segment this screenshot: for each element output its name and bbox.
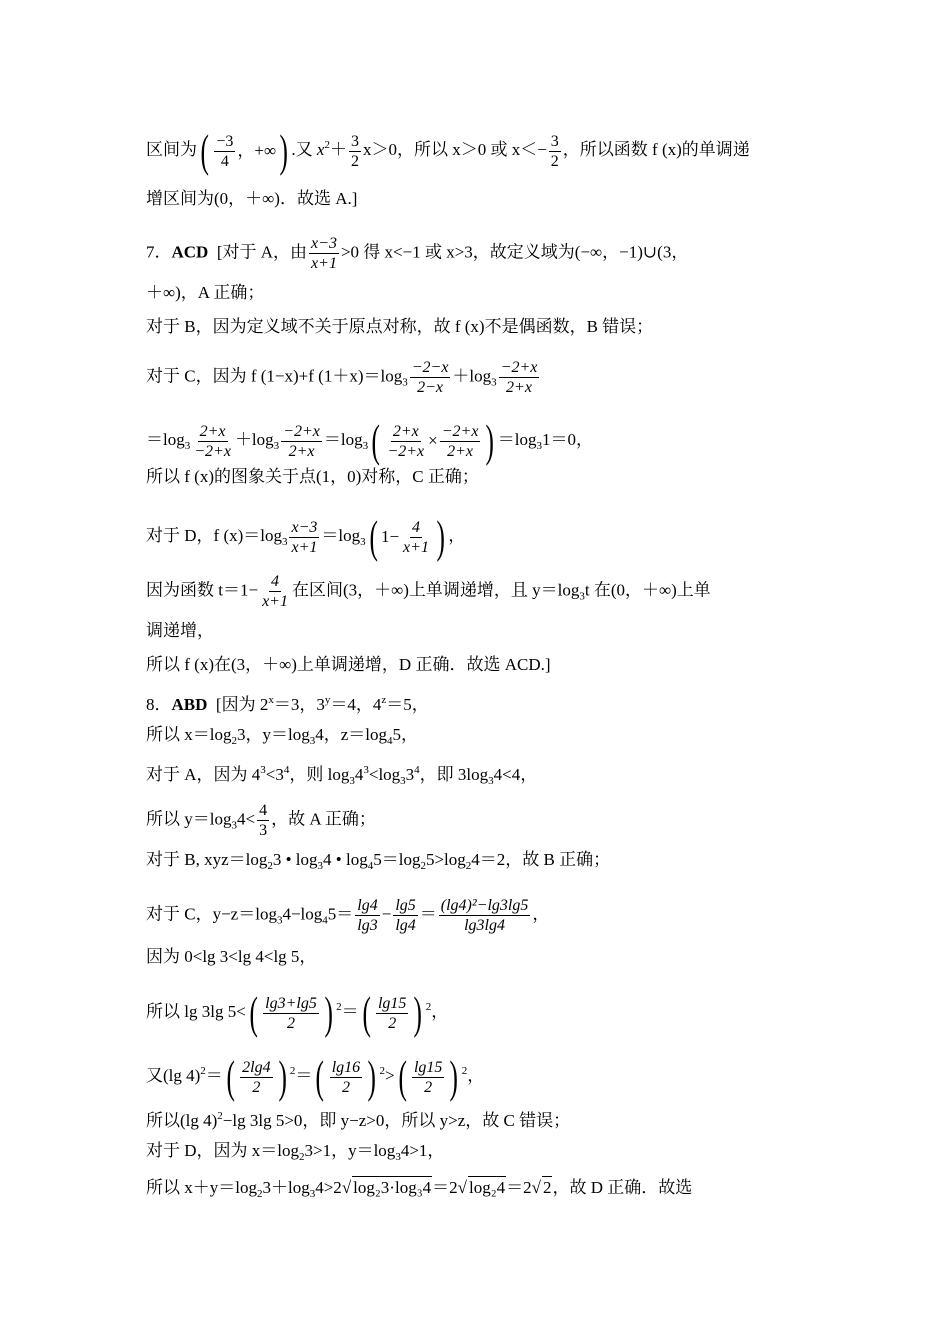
fraction: $\frac{4}{x+1}$	[403, 518, 429, 556]
fraction: $\frac{x-3}{x+1}$	[291, 518, 318, 556]
fraction: $\frac{-2+x}{2+x}$	[441, 422, 479, 460]
line-c-symmetric: 所以 f (x)的图象关于点(1，0)对称，C 正确；	[146, 467, 479, 486]
question-8: 8．ABD [因为 $2^x=3$，$3^y=4$，$4^z=5$，	[146, 694, 429, 714]
fraction: $\frac{-2-x}{2-x}$	[411, 359, 449, 396]
fraction: $\frac{\lg 5}{\lg 4}$	[395, 897, 416, 934]
fraction: $\frac{\lg 4}{\lg 3}$	[357, 897, 378, 934]
fraction: lg15 2	[377, 994, 407, 1032]
line-8c-4: 又(lg 4)$^2$＝ ( 2lg4 2 ) $^2$＝ ( lg16 2 ) $^2$> ( lg15 2 ) $^2$，	[146, 1051, 485, 1102]
radicand: 2	[542, 1178, 552, 1197]
fraction: $\frac{\text{(lg4)²−lg3lg5}}{\lg 3\lg 4}$	[440, 897, 529, 934]
answer-key: ABD	[171, 695, 208, 714]
fraction: $\frac{-2+x}{2+x}$	[500, 359, 538, 396]
fraction: −3 4	[216, 132, 234, 170]
line-d-1: 对于 D，f $(x)=\log_3$ $\frac{x-3}{x+1}$ $=\log_3$ ( 1− $\frac{4}{x+1}$ ) ，	[146, 511, 466, 562]
fraction: $\frac{2+x}{-2+x}$	[194, 422, 231, 460]
fraction: lg16 2	[331, 1058, 361, 1096]
line-c-2: $=\log_3$ $\frac{2+x}{-2+x}$ $+\log_3$ $\frac{-2+x}{2+x}$ $=\log_3$ ( $\frac{2+x}{-2+x}$ × $\frac{-2+x}{2+x}$ ) $=\log_31=0$，	[146, 415, 593, 466]
paren-group: ( lg15 2 )	[362, 987, 423, 1038]
fraction: 2lg4 2	[242, 1058, 271, 1096]
line-d-4: 所以 f (x)在(3，＋∞)上单调递增，D 正确．故选 ACD.]	[146, 655, 551, 674]
line-8c-1: 对于 C，$y-z=\log_34-\log_45=$ $\frac{\lg 4}{\lg 3}$ − $\frac{\lg 5}{\lg 4}$ ＝ $\frac{\text{(lg4)²−lg3lg5}}{\lg 3\lg 4}$ ，	[146, 897, 550, 934]
radicand: log₂4	[468, 1178, 506, 1197]
line-c-1: 对于 C，因为 f (1−x)+f $(1+x)=\log_3$ $\frac{-2-x}{2-x}$ $+\log_3$ $\frac{-2+x}{2+x}$	[146, 359, 538, 396]
line-d-2: 因为函数 t＝1− $\frac{4}{x+1}$ 在区间(3，＋∞)上单调递增，且 $y=\log_3t$ 在(0，＋∞)上单	[146, 573, 711, 610]
line-8c-3: 所以 lg 3lg 5< ( lg3+lg5 2 ) $^2$＝ ( lg15 2 ) $^2$，	[146, 987, 449, 1038]
paren-group: ( $\frac{2+x}{-2+x}$ × $\frac{-2+x}{2+x}$ )	[371, 415, 495, 466]
line-8c-5: 所以(lg 4)$^2$−lg 3lg 5>0，即 y−z>0，所以 y>z，故 C 错误；	[146, 1110, 571, 1130]
fraction: $\frac{4}{3}$	[259, 802, 268, 839]
line-answer-a: 增区间为(0，＋∞)．故选 A.]	[146, 189, 358, 208]
paren-group: ( lg15 2 )	[398, 1051, 459, 1102]
line-8b: 对于 B, $xyz=\log_23$ • $\log_34$ • $\log_45=\log_25>\log_24=2$，故 B 正确；	[146, 850, 611, 872]
radicand: log₂3·log₃4	[353, 1178, 432, 1197]
fraction: $\frac{3}{2}$	[350, 132, 359, 170]
paren-group: ( lg3+lg5 2 )	[249, 987, 333, 1038]
sqrt-symbol: √	[531, 1178, 541, 1197]
line-8d-1: 对于 D，因为 $x=\log_23>1$，$y=\log_34>1$，	[146, 1141, 445, 1163]
line-a-correct: ＋∞)，A 正确；	[146, 283, 265, 302]
paren-group: ( −3 4 ，+∞ )	[200, 125, 288, 176]
fraction: $\frac{x-3}{x+1}$	[311, 235, 337, 272]
line-interval: 区间为 ( −3 4 ，+∞ ) .又 $x^2+$ $\frac{3}{2}$ x＞0，所以 x＞0 或 x＜− $\frac{3}{2}$ ，所以函数 f (x)的单调递	[146, 125, 750, 176]
line-8a-2: 所以 $y=\log_34<$ $\frac{4}{3}$ ，故 A 正确；	[146, 802, 376, 839]
paren-group: ( 2lg4 2 )	[226, 1051, 287, 1102]
sqrt-symbol: √	[457, 1178, 467, 1197]
question-7: 7．ACD [对于 A，由 $\frac{x-3}{x+1}$ >0 得 x<−1 或 x>3，故定义域为(−∞，−1)∪(3，	[146, 235, 689, 272]
fraction: $\frac{2+x}{-2+x}$	[387, 422, 425, 460]
fraction: $\frac{-2+x}{2+x}$	[283, 422, 320, 460]
fraction: lg15 2	[413, 1058, 443, 1096]
line-logs: 所以 $x=\log_23$，$y=\log_34$，$z=\log_45$，	[146, 725, 418, 747]
line-b: 对于 B，因为定义域不关于原点对称，故 f (x)不是偶函数，B 错误；	[146, 317, 654, 336]
fraction: $\frac{3}{2}$	[550, 132, 559, 170]
line-d-3: 调递增，	[146, 621, 214, 640]
paren-group: ( 1− $\frac{4}{x+1}$ )	[369, 511, 445, 562]
sqrt-symbol: √	[341, 1178, 352, 1197]
line-8c-2: 因为 0<lg 3<lg 4<lg 5，	[146, 947, 317, 966]
line-8a-1: 对于 A，因为 $4^3<3^4$，则 $\log_34^3<\log_33^4$，即 $3\log_34<4$，	[146, 764, 538, 787]
answer-key: ACD	[171, 242, 209, 262]
line-8d-2: 所以 $x+y=\log_23+\log_34>2√$ log₂3·log₃4＝2√ log₂4＝2√ 2，故 D 正确．故选	[146, 1178, 693, 1200]
paren-group: ( lg16 2 )	[315, 1051, 377, 1102]
fraction: lg3+lg5 2	[265, 994, 317, 1032]
fraction: $\frac{4}{x+1}$	[262, 573, 288, 610]
